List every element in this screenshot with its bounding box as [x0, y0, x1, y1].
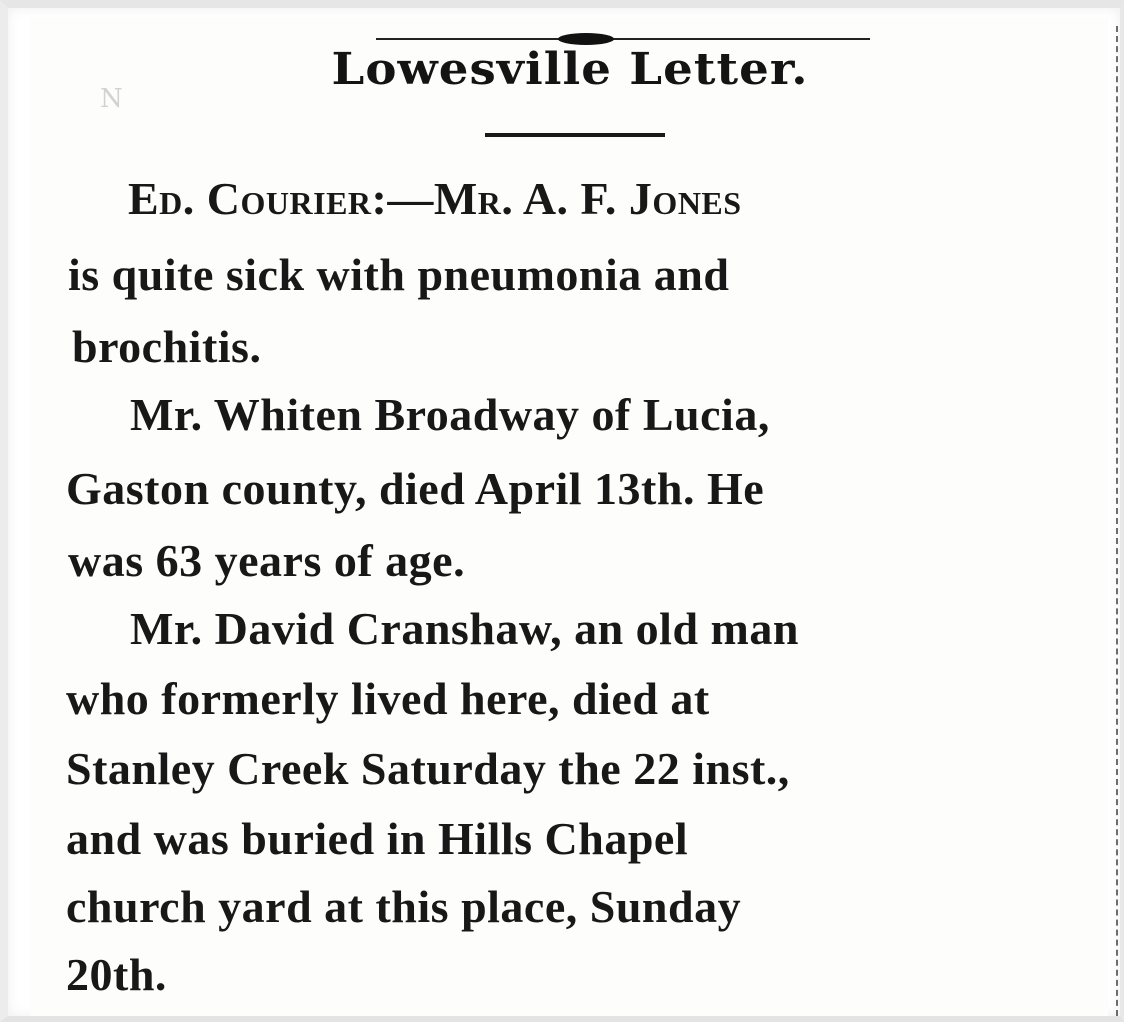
article-line: who formerly lived here, died at	[66, 673, 710, 724]
newspaper-paper	[30, 18, 1108, 1018]
article-line: Stanley Creek Saturday the 22 inst.,	[66, 743, 790, 794]
article-line: 20th.	[66, 949, 167, 1000]
headline-rule	[485, 133, 665, 137]
article-line: church yard at this place, Sunday	[66, 881, 742, 932]
article-line: is quite sick with pneumonia and	[68, 249, 730, 300]
headline: Lowesville Letter.	[331, 44, 809, 95]
article-line: was 63 years of age.	[68, 535, 466, 586]
article-line: brochitis.	[72, 321, 262, 372]
faint-mark: N	[100, 84, 123, 114]
article-line: Gaston county, died April 13th. He	[66, 463, 765, 514]
article-line: and was buried in Hills Chapel	[66, 813, 689, 864]
column-rule	[1116, 26, 1118, 1022]
article-line: Mr. Whiten Broadway of Lucia,	[130, 389, 770, 440]
article-line: Mr. David Cranshaw, an old man	[130, 603, 799, 654]
top-rule	[376, 38, 870, 40]
article-line: Ed. Courier:—Mr. A. F. Jones	[128, 173, 742, 224]
